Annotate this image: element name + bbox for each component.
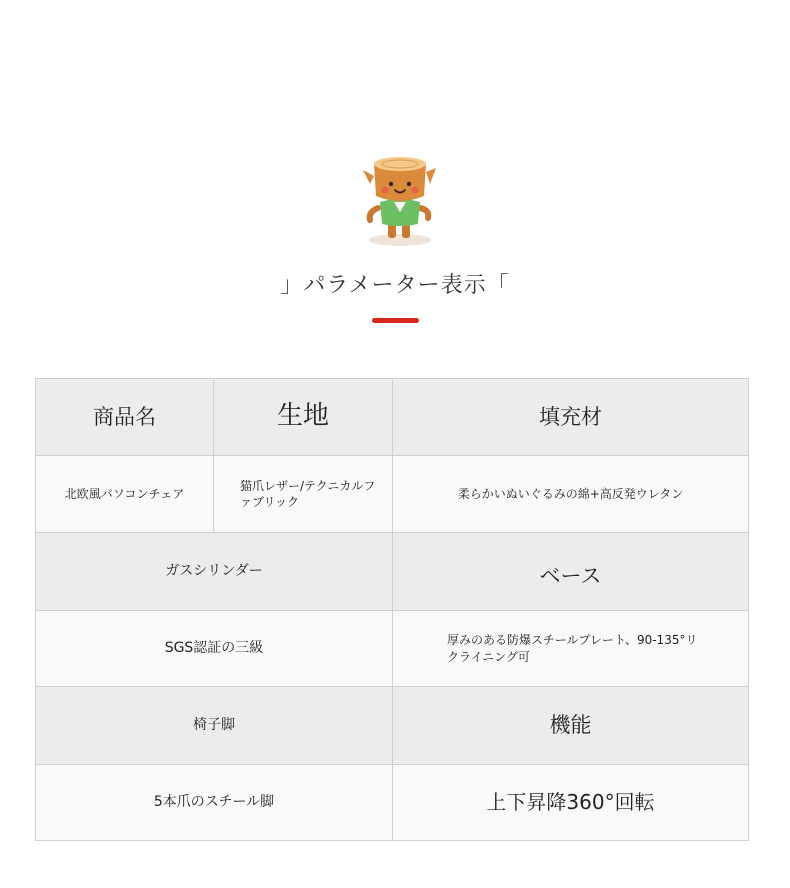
value-gas-cylinder: SGS認証の三級 [36, 611, 393, 687]
label-function: 機能 [393, 687, 748, 765]
label-chair-legs: 椅子脚 [36, 687, 393, 765]
label-filling: 填充材 [393, 379, 748, 456]
label-base: ベース [393, 533, 748, 611]
title-underline [372, 318, 419, 323]
value-product-name: 北欧風パソコンチェア [36, 456, 214, 533]
value-function: 上下昇降360°回転 [393, 765, 748, 840]
value-chair-legs: 5本爪のスチール脚 [36, 765, 393, 840]
mascot-icon [360, 150, 440, 248]
value-fabric: 猫爪レザー/テクニカルファブリック [214, 456, 393, 533]
parameter-table [35, 378, 749, 841]
label-fabric: 生地 [214, 379, 393, 456]
page-title: 」パラメーター表示「 [280, 273, 510, 298]
label-product-name: 商品名 [36, 379, 214, 456]
value-base: 厚みのある防爆スチールプレート、90-135°リクライニング可 [393, 611, 748, 687]
label-gas-cylinder: ガスシリンダー [36, 533, 393, 611]
value-filling: 柔らかいぬいぐるみの綿+高反発ウレタン [393, 456, 748, 533]
